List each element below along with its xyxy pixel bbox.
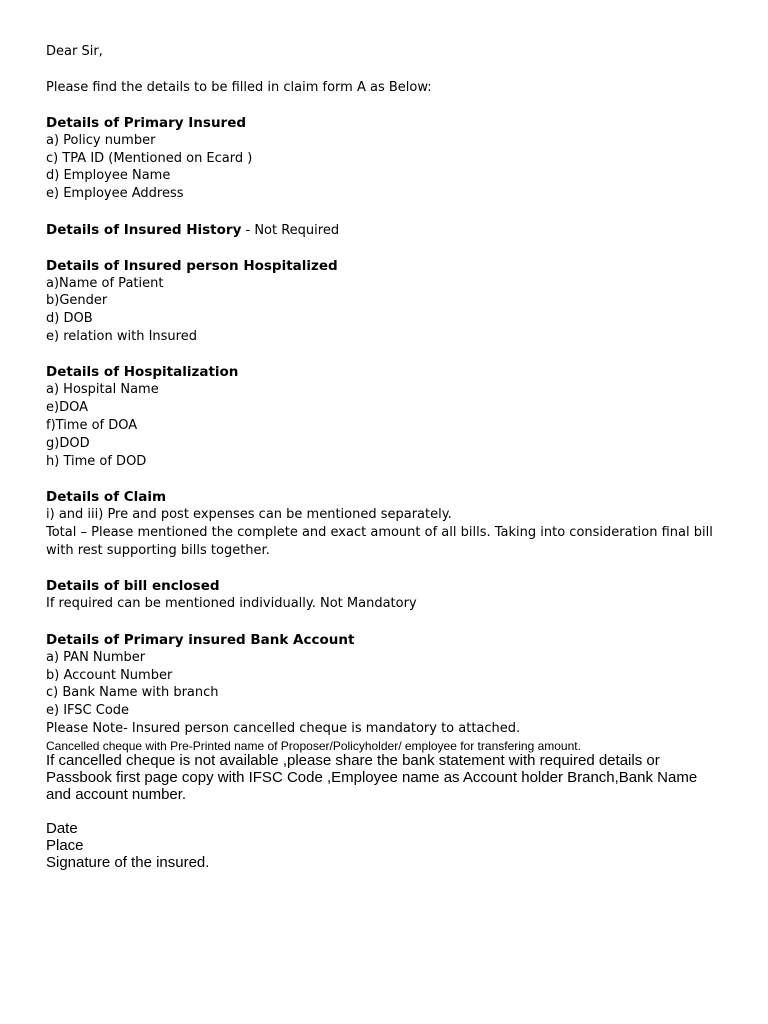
list-item: with rest supporting bills together. [46,543,270,558]
list-item: f)Time of DOA [46,418,138,433]
list-item: b)Gender [46,293,108,308]
place-label: Place [46,837,84,854]
section-heading-hospitalization: Details of Hospitalization [46,364,239,380]
list-item: d) DOB [46,311,93,326]
not-required-label: - Not Required [241,223,340,238]
list-item: a) Policy number [46,133,156,148]
section-heading-bank-account: Details of Primary insured Bank Account [46,632,355,648]
alternative-document-line: and account number. [46,786,187,803]
signature-label: Signature of the insured. [46,854,210,871]
insured-history-line [46,221,339,240]
mandatory-cheque-note: Please Note- Insured person cancelled cheque is mandatory to attached. [46,721,521,736]
list-item: c) Bank Name with branch [46,685,219,700]
section-heading-person-hospitalized: Details of Insured person Hospitalized [46,258,338,274]
list-item: c) TPA ID (Mentioned on Ecard ) [46,151,253,166]
list-item: e)DOA [46,400,88,415]
intro-line: Please find the details to be filled in claim form A as Below: [46,80,432,95]
section-heading-primary-insured: Details of Primary Insured [46,115,247,131]
cheque-requirement-line: Cancelled cheque with Pre-Printed name of Proposer/Policyholder/ employee for transfering amount. [46,739,581,753]
list-item: b) Account Number [46,668,173,683]
list-item: a) PAN Number [46,650,146,665]
section-heading-claim: Details of Claim [46,489,167,505]
alternative-document-line: If cancelled cheque is not available ,please share the bank statement with required details or [46,752,660,769]
list-item: e) Employee Address [46,186,184,201]
list-item: d) Employee Name [46,168,171,183]
alternative-document-line: Passbook first page copy with IFSC Code ,Employee name as Account holder Branch,Bank Name [46,769,698,786]
list-item: a) Hospital Name [46,382,159,397]
list-item: a)Name of Patient [46,276,164,291]
list-item: h) Time of DOD [46,454,147,469]
section-heading-bill-enclosed: Details of bill enclosed [46,578,220,594]
list-item: i) and iii) Pre and post expenses can be mentioned separately. [46,507,452,522]
list-item: If required can be mentioned individually. Not Mandatory [46,596,417,611]
list-item: Total – Please mentioned the complete and exact amount of all bills. Taking into consideration final bill [46,525,713,540]
greeting: Dear Sir, [46,44,103,59]
date-label: Date [46,820,78,837]
list-item: g)DOD [46,436,90,451]
list-item: e) IFSC Code [46,703,130,718]
list-item: e) relation with Insured [46,329,197,344]
section-heading-insured-history: Details of Insured History [46,222,242,238]
